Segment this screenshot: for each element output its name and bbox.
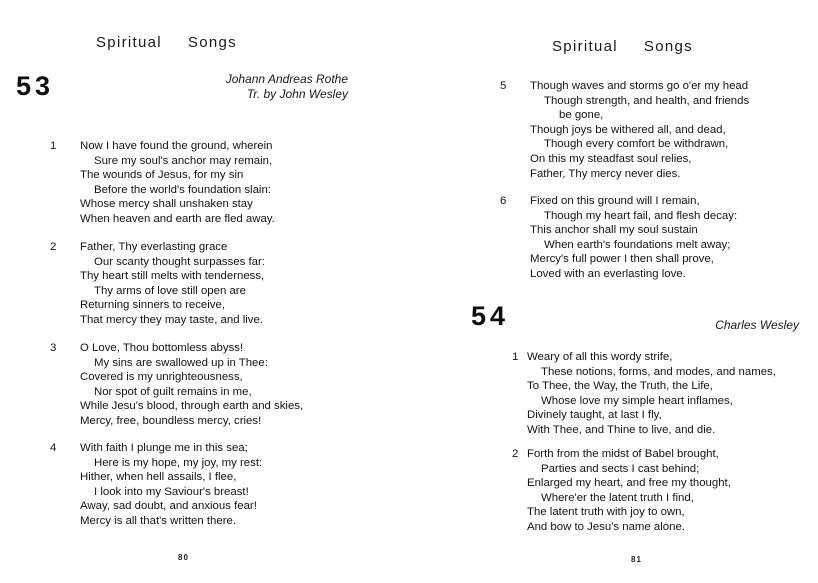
author-line: Johann Andreas Rothe: [225, 72, 348, 86]
verse: [500, 194, 737, 282]
verse-line: Here is my hope, my joy, my rest:: [94, 456, 263, 469]
verse-line: While Jesu's blood, through earth and skies,: [80, 400, 304, 413]
running-head-word: Spiritual: [552, 38, 618, 55]
author-line: Tr. by John Wesley: [246, 87, 348, 101]
verse-line: Mercy is all that's written there.: [80, 514, 236, 527]
verse-line: And bow to Jesu's name alone.: [527, 520, 685, 533]
verse-line: Fixed on this ground will I remain,: [530, 195, 700, 207]
verse-line: O Love, Thou bottomless abyss!: [80, 342, 244, 354]
verse-line: I look into my Saviour's breast!: [94, 485, 249, 498]
verse-number: 6: [500, 195, 507, 207]
verse-number: 5: [500, 80, 507, 92]
running-head: [552, 38, 693, 55]
verse-line: When heaven and earth are fled away.: [80, 212, 275, 225]
verse: [50, 240, 265, 328]
verse-line: My sins are swallowed up in Thee:: [94, 356, 268, 369]
verse-line: Forth from the midst of Babel brought,: [527, 448, 719, 460]
verse-line: Father, Thy mercy never dies.: [530, 167, 681, 180]
verse-line: Before the world's foundation slain:: [94, 183, 271, 196]
verse-line: Though strength, and health, and friends: [544, 94, 750, 107]
verse: [500, 79, 749, 181]
verse-number: 2: [50, 241, 57, 253]
verse-line: With faith I plunge me in this sea;: [80, 442, 248, 454]
verse-number: 1: [512, 351, 519, 363]
page-number: 80: [178, 553, 189, 562]
verse-line: This anchor shall my soul sustain: [530, 224, 698, 237]
verse-line: To Thee, the Way, the Truth, the Life,: [527, 380, 713, 393]
running-head-word: Spiritual: [96, 34, 162, 51]
verse-line: The latent truth with joy to own,: [527, 506, 685, 519]
running-head-word: Songs: [643, 38, 693, 55]
verse-line: Though waves and storms go o'er my head: [530, 80, 749, 92]
verse-line: Hither, when hell assails, I flee,: [80, 471, 237, 484]
verse-line: Nor spot of guilt remains in me,: [94, 385, 252, 398]
page-number: 81: [631, 555, 642, 564]
verse-line: Our scanty thought surpasses far:: [94, 255, 265, 268]
verse-line: Whose love my simple heart inflames,: [541, 394, 733, 407]
verse-number: 2: [512, 448, 519, 460]
verse-line: Father, Thy everlasting grace: [80, 241, 228, 253]
verse-line: Thy arms of love still open are: [94, 284, 246, 297]
hymn-author: [226, 72, 348, 102]
verse-line: Divinely taught, at last I fly,: [527, 409, 662, 422]
verse-line: Parties and sects I cast behind;: [541, 462, 700, 475]
verse-line: Away, sad doubt, and anxious fear!: [80, 500, 257, 513]
verse-line: On this my steadfast soul relies,: [530, 152, 692, 165]
verse-line: Weary of all this wordy strife,: [527, 351, 673, 363]
hymn-number: 54: [471, 301, 510, 331]
running-head: [96, 34, 237, 51]
verse: [512, 447, 731, 535]
verse-line: Though every comfort be withdrawn,: [544, 138, 729, 151]
verse-line: Now I have found the ground, wherein: [80, 140, 273, 152]
verse-line: be gone,: [559, 109, 604, 122]
running-head-word: Songs: [187, 34, 237, 51]
right-page: [409, 0, 818, 583]
verse-line: Though my heart fail, and flesh decay:: [544, 209, 738, 222]
verse-line: Returning sinners to receive,: [80, 299, 225, 312]
verse-number: 4: [50, 442, 57, 454]
verse-line: When earth's foundations melt away;: [544, 238, 731, 251]
verse-number: 1: [50, 140, 57, 152]
verse: [50, 341, 303, 429]
verse-line: With Thee, and Thine to live, and die.: [527, 423, 716, 436]
verse-line: These notions, forms, and modes, and names,: [541, 365, 776, 378]
verse-line: Covered is my unrighteousness,: [80, 371, 243, 384]
hymn-author: Charles Wesley: [715, 318, 799, 332]
verse-line: Though joys be withered all, and dead,: [530, 123, 726, 136]
hymn-number: 53: [16, 71, 55, 101]
verse-line: The wounds of Jesus, for my sin: [80, 169, 244, 182]
verse-line: Mercy, free, boundless mercy, cries!: [80, 414, 262, 427]
verse-line: Whose mercy shall unshaken stay: [80, 198, 253, 211]
verse: [512, 350, 776, 438]
verse-line: That mercy they may taste, and live.: [80, 313, 263, 326]
verse-line: Where'er the latent truth I find,: [541, 491, 694, 504]
verse-number: 3: [50, 342, 57, 354]
verse-line: Loved with an everlasting love.: [530, 267, 686, 280]
verse: [50, 441, 262, 529]
verse-line: Enlarged my heart, and free my thought,: [527, 477, 731, 490]
verse-line: Sure my soul's anchor may remain,: [94, 154, 273, 167]
verse-line: Mercy's full power I then shall prove,: [530, 253, 714, 266]
verse-line: Thy heart still melts with tenderness,: [80, 270, 265, 283]
verse: [50, 139, 275, 227]
